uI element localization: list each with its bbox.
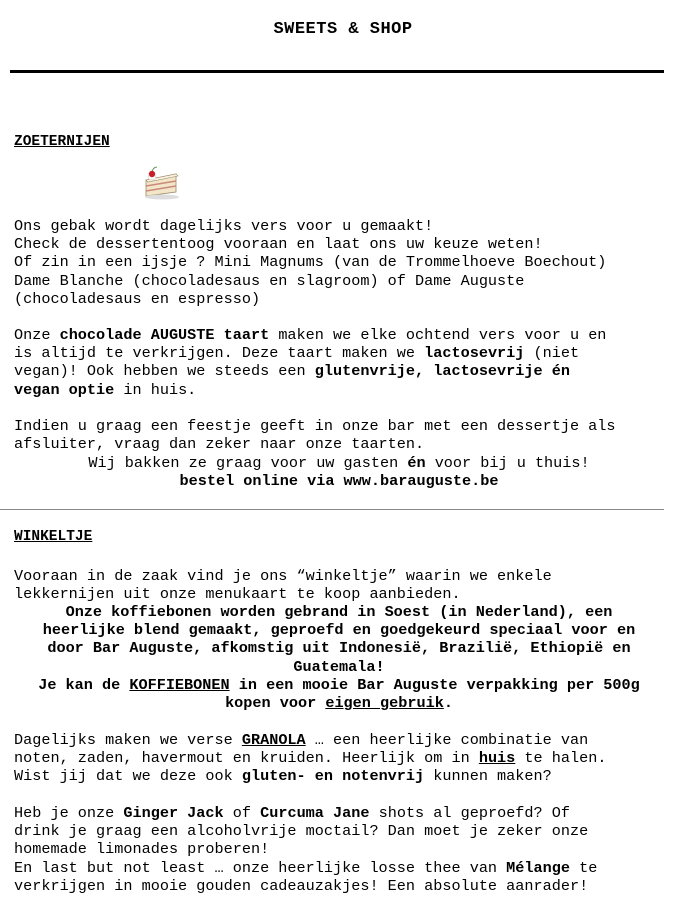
section-divider bbox=[0, 509, 664, 510]
section-heading-sweets: ZOETERNIJEN bbox=[14, 134, 110, 150]
sweets-intro: Ons gebak wordt dagelijks vers voor u gemaakt! Check de dessertentoog vooraan en laat ons uw keuze weten! Of zin in een ijsje ? Mini Magnums (van de Trommelhoeve Boechout) Dame Blanche (chocoladesaus en slagroom) of Dame Auguste (chocoladesaus en espresso) bbox=[14, 217, 607, 308]
section-heading-shop: WINKELTJE bbox=[14, 529, 93, 545]
party-paragraph: Indien u graag een feestje geeft in onze bar met een dessertje als afsluiter, vraag dan zeker naar onze taarten. bbox=[14, 417, 616, 454]
coffee-beans-paragraph: Onze koffiebonen worden gebrand in Soest (in Nederland), een heerlijke blend gemaakt, geproefd en goedgekeurd speciaal voor en door Bar Auguste, afkomstig uit Indonesië, Brazilië, Ethiopië en Guatemala! bbox=[42, 603, 636, 676]
order-online-link[interactable]: bestel online via www.barauguste.be bbox=[179, 472, 499, 490]
auguste-taart-paragraph: Onze chocolade AUGUSTE taart maken we elke ochtend vers voor u en is altijd te verkrijgen. Deze taart maken we lactosevrij (niet vegan)! Ook hebben we steeds een glutenvrije, lactosevrije én vegan optie in huis. bbox=[14, 326, 607, 399]
page-title: SWEETS & SHOP bbox=[273, 20, 413, 39]
shots-tea-paragraph: Heb je onze Ginger Jack of Curcuma Jane shots al geproefd? Of drink je graag een alcoholvrije moctail? Dan moet je zeker onze homemade limonades proberen! En last but not least … onze heerlijke losse thee van Mélange te verkrijgen in mooie gouden cadeauzakjes! Een absolute aanrader! bbox=[14, 804, 598, 895]
header-divider bbox=[10, 70, 664, 73]
granola-paragraph: Dagelijks maken we verse GRANOLA … een heerlijke combinatie van noten, zaden, havermout en kruiden. Heerlijk om in huis te halen. Wist jij dat we deze ook gluten- en notenvrij kunnen maken? bbox=[14, 731, 607, 786]
cake-slice-icon bbox=[140, 166, 180, 200]
bakery-line: Wij bakken ze graag voor uw gasten én voor bij u thuis! bbox=[88, 454, 590, 472]
coffee-beans-purchase: Je kan de KOFFIEBONEN in een mooie Bar Auguste verpakking per 500g kopen voor eigen gebruik. bbox=[38, 676, 640, 713]
shop-intro: Vooraan in de zaak vind je ons “winkeltje” waarin we enkele lekkernijen uit onze menukaart te koop aanbieden. bbox=[14, 567, 552, 604]
